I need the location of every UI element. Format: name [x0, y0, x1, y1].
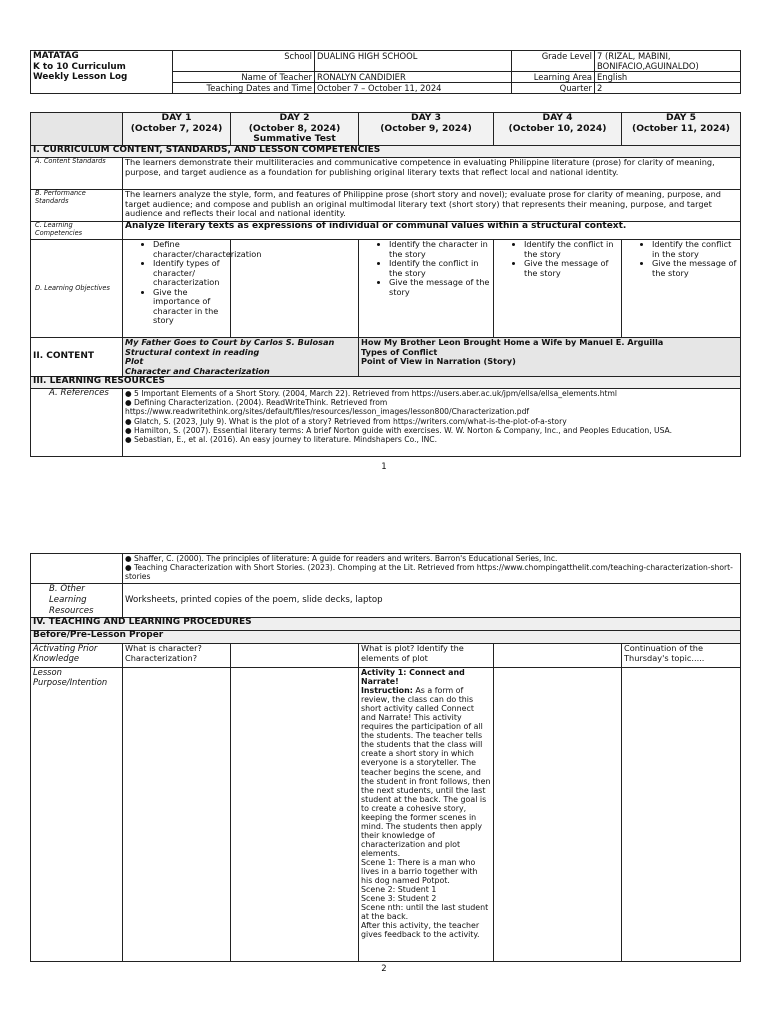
objective-item: • Identify the character in the story	[389, 240, 491, 259]
content-left-line1: My Father Goes to Court by Carlos S. Bulosan	[125, 337, 335, 347]
area-label: Learning Area	[512, 72, 595, 83]
references-continued-label	[31, 554, 123, 584]
objective-item: • Give the message of the story	[389, 278, 491, 297]
competencies-label: C. Learning Competencies	[31, 222, 123, 240]
objective-item: • Identify the conflict in the story	[524, 240, 619, 259]
reference-item: ● Shaffer, C. (2000). The principles of literature: A guide for readers and writers. Barron's Educational Series, Inc.	[125, 554, 558, 563]
org-line3: Weekly Lesson Log	[33, 72, 128, 82]
activating-day5: Continuation of the Thursday's topic.....	[622, 644, 741, 668]
day5-date: (October 11, 2024)	[632, 122, 730, 134]
competencies-text: Analyze literary texts as expressions of individual or communal values within a structural context.	[123, 222, 741, 240]
scene-item: After this activity, the teacher gives feedback to the activity.	[361, 921, 480, 940]
page-1	[0, 0, 768, 480]
content-standards-label: A. Content Standards	[31, 158, 123, 190]
objectives-label: D. Learning Objectives	[31, 240, 123, 338]
day1-header	[123, 113, 231, 146]
school-value: DUALING HIGH SCHOOL	[315, 51, 512, 72]
page-number: 1	[381, 462, 387, 472]
performance-standards-label: B. Performance Standards	[31, 190, 123, 222]
content-label: II. CONTENT	[31, 338, 123, 377]
scene-item: Scene 3: Student 2	[361, 894, 437, 904]
purpose-day3	[359, 668, 494, 962]
content-left-line3: Plot	[125, 356, 144, 366]
teacher-label: Name of Teacher	[173, 72, 315, 83]
day2-header	[231, 113, 359, 146]
references-list	[123, 389, 741, 457]
scene-item: Scene nth: until the last student at the back.	[361, 903, 489, 922]
performance-standards-text: The learners analyze the style, form, and features of Philippine prose (short story and novel); evaluate prose for clarity of meaning, purpose, and target audience; and compose and publish an original multimodal literary text (short story) that represents their meaning, purpose, and target audience and reflects their local and national identity.	[123, 190, 741, 222]
org-title	[31, 51, 173, 94]
day2-date: (October 8, 2024)	[248, 122, 341, 134]
day5-label: DAY 5	[665, 112, 697, 123]
content-right-line2: Types of Conflict	[361, 346, 438, 357]
lesson-table-page1	[30, 112, 741, 457]
objective-item: • Define character/characterization	[153, 240, 228, 259]
reference-item: ● Defining Characterization. (2004). ReadWriteThink. Retrieved from https://www.readwritethink.org/sites/default/files/resources/lesson_images/lesson800/Characterization.pdf	[125, 398, 530, 417]
day3-header	[359, 113, 494, 146]
content-right-line1: How My Brother Leon Brought Home a Wife by Manuel E. Arguilla	[361, 337, 664, 347]
instruction-text: As a form of review, the class can do this short activity called Connect and Narrate! This activity requires the participation of all the students. The teacher tells the students that the class will create a short story in which everyone is a storyteller. The teacher begins the scene, and the student in front follows, then the next students, until the last student at the back. The goal is to create a cohesive story, keeping the former scenes in mind. The students then apply their knowledge of characterization and plot elements.	[361, 686, 491, 858]
objective-item: • Identify types of character/ characterization	[153, 259, 228, 288]
reference-item: ● Glatch, S. (2023, July 9). What is the plot of a story? Retrieved from https://writers.com/what-is-the-plot-of-a-story	[125, 416, 567, 426]
objective-item: • Give the message of the story	[524, 259, 619, 278]
org-line2: K to 10 Curriculum	[33, 61, 126, 72]
objective-item: • Give the importance of character in the story	[153, 288, 228, 326]
objectives-day4	[494, 240, 622, 338]
content-left-line4: Character and Characterization	[125, 365, 270, 376]
other-resources-text: Worksheets, printed copies of the poem, slide decks, laptop	[123, 584, 741, 618]
content-standards-text: The learners demonstrate their multiliteracies and communicative competence in evaluating Philippine literature (prose) for clarity of meaning, purpose, and target audience as a foundation for publishing original literary texts that reflect local and national identity.	[123, 158, 741, 190]
area-value: English	[595, 72, 741, 83]
day3-label: DAY 3	[410, 112, 442, 123]
content-left	[123, 338, 359, 377]
day2-note: Summative Test	[253, 133, 336, 144]
purpose-day5	[622, 668, 741, 962]
purpose-label: Lesson Purpose/Intention	[31, 668, 123, 962]
objective-item: • Identify the conflict in the story	[389, 259, 491, 278]
section4-subtitle: Before/Pre-Lesson Proper	[31, 631, 741, 644]
activating-day4	[494, 644, 622, 668]
day4-date: (October 10, 2024)	[508, 122, 607, 134]
other-resources-label: B. Other Learning Resources	[31, 584, 123, 618]
section3-title: III. LEARNING RESOURCES	[31, 377, 741, 389]
org-line1: MATATAG	[33, 51, 79, 61]
quarter-label: Quarter	[512, 83, 595, 94]
school-label: School	[173, 51, 315, 72]
day1-date: (October 7, 2024)	[130, 122, 223, 134]
day4-header	[494, 113, 622, 146]
teacher-value: RONALYN CANDIDIER	[315, 72, 512, 83]
reference-item: ● Sebastian, E., et al. (2016). An easy journey to literature. Mindshapers Co., INC.	[125, 435, 437, 445]
day2-label: DAY 2	[279, 112, 310, 123]
reference-item: ● 5 Important Elements of a Short Story. (2004, March 22). Retrieved from https://users.aber.ac.uk/jpm/ellsa/ellsa_elements.html	[125, 389, 618, 398]
purpose-day4	[494, 668, 622, 962]
content-left-line2: Structural context in reading	[125, 346, 260, 357]
references-list-continued	[123, 554, 741, 584]
day-header-blank	[31, 113, 123, 146]
purpose-day2	[231, 668, 359, 962]
activity-title: Activity 1: Connect and Narrate!	[361, 668, 465, 687]
activating-label: Activating Prior Knowledge	[31, 644, 123, 668]
section4-title: IV. TEACHING AND LEARNING PROCEDURES	[31, 618, 741, 631]
activating-day1: What is character? Characterization?	[123, 644, 231, 668]
section1-title: I. CURRICULUM CONTENT, STANDARDS, AND LESSON COMPETENCIES	[31, 146, 741, 158]
grade-label: Grade Level	[512, 51, 595, 72]
dates-value: October 7 – October 11, 2024	[315, 83, 512, 94]
reference-item: ● Hamilton, S. (2007). Essential literary terms: A brief Norton guide with exercises. W. W. Norton & Company, Inc., and Peoples Education, USA.	[125, 425, 673, 435]
content-right-line3: Point of View in Narration (Story)	[361, 356, 516, 366]
day3-date: (October 9, 2024)	[380, 122, 472, 134]
day5-header	[622, 113, 741, 146]
content-right	[359, 338, 741, 377]
instruction-label: Instruction:	[361, 686, 413, 696]
quarter-value: 2	[595, 83, 741, 94]
dates-label: Teaching Dates and Time	[173, 83, 315, 94]
day1-label: DAY 1	[161, 112, 192, 123]
objectives-day3	[359, 240, 494, 338]
purpose-day1	[123, 668, 231, 962]
lesson-table-page2	[30, 553, 741, 962]
objectives-day5	[622, 240, 741, 338]
activating-day2	[231, 644, 359, 668]
reference-item: ● Teaching Characterization with Short Stories. (2023). Chomping at the Lit. Retrieved from https://www.chompingatthelit.com/teaching-characterization-short-stories	[125, 563, 733, 582]
activating-day3: What is plot? Identify the elements of plot	[359, 644, 494, 668]
page-number: 2	[381, 964, 387, 974]
objectives-day1	[123, 239, 262, 338]
references-label: A. References	[31, 389, 123, 457]
scene-item: Scene 2: Student 1	[361, 885, 437, 895]
day4-label: DAY 4	[542, 112, 573, 123]
objective-item: • Identify the conflict in the story	[652, 240, 738, 259]
objective-item: • Give the message of the story	[652, 259, 738, 278]
page-2	[0, 548, 768, 1024]
activity-instruction	[361, 686, 491, 858]
grade-value: 7 (RIZAL, MABINI, BONIFACIO,AGUINALDO)	[595, 51, 741, 72]
scene-item: Scene 1: There is a man who lives in a barrio together with his dog named Potpot.	[361, 857, 478, 886]
header-table	[30, 50, 741, 94]
